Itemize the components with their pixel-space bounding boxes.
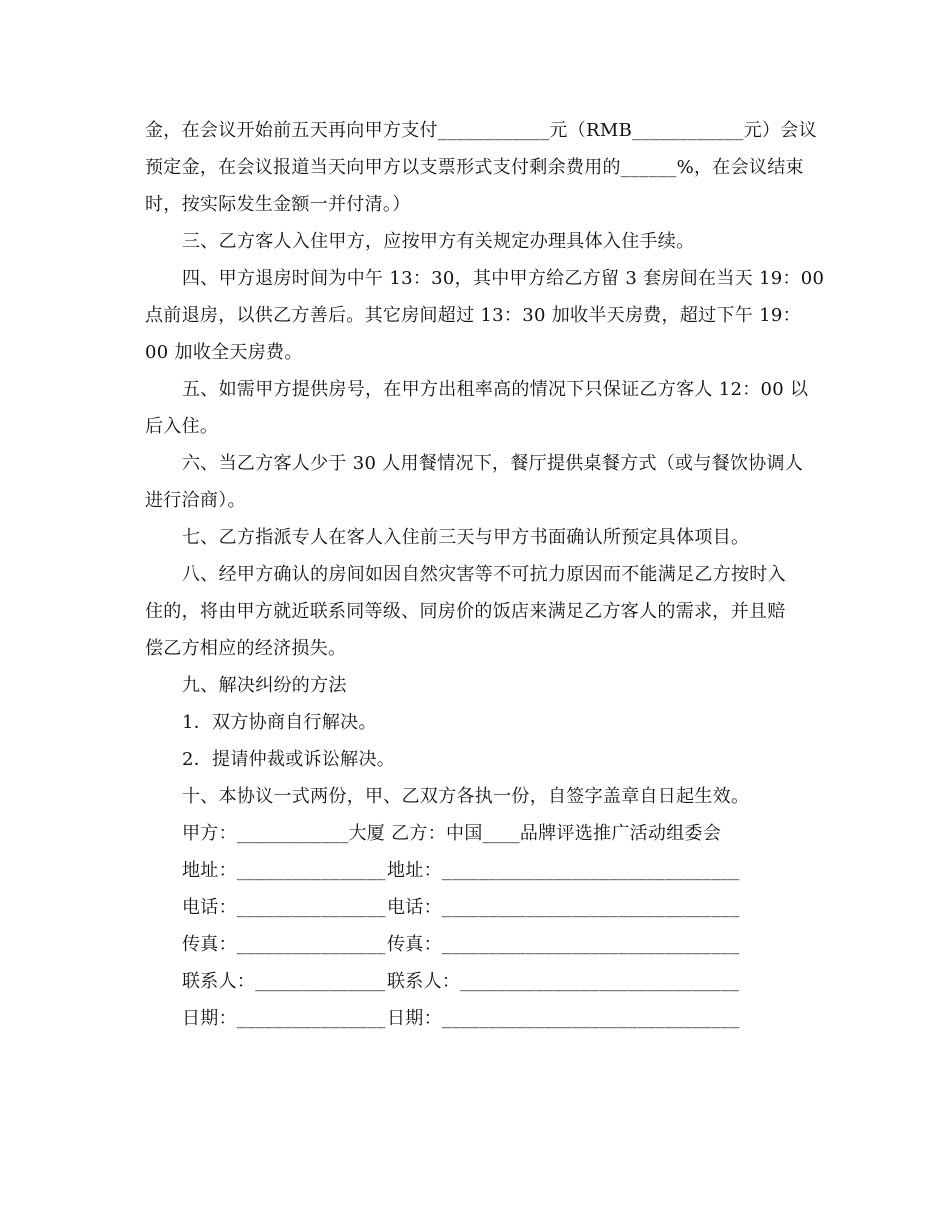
text-line: 七、乙方指派专人在客人入住前三天与甲方书面确认所预定具体项目。 — [182, 527, 750, 548]
text-line: 三、乙方客人入住甲方，应按甲方有关规定办理具体入住手续。 — [182, 231, 695, 252]
paragraph-clause-8 — [145, 556, 815, 667]
text-line-content: 金，在会议开始前五天再向甲方支付____________元（RMB____________元）会议 — [145, 120, 817, 141]
signature-row-fax — [145, 926, 815, 963]
paragraph-clause-4 — [145, 260, 825, 371]
paragraph-clause-10 — [145, 778, 815, 815]
party-b-date-field: 日期：________________________________ — [387, 1008, 740, 1029]
text-line: 六、当乙方客人少于 30 人用餐情况下，餐厅提供桌餐方式（或与餐饮协调人 — [182, 453, 804, 474]
paragraph-payment-continued — [145, 112, 815, 223]
signature-row-phone — [145, 889, 815, 926]
text-line: 四、甲方退房时间为中午 13：30，其中甲方给乙方留 3 套房间在当天 19：00 — [182, 268, 825, 289]
party-a-address-field: 地址：________________ — [182, 860, 386, 881]
paragraph-clause-9 — [145, 667, 815, 704]
text-line — [145, 149, 815, 186]
text-line: 后入住。 — [145, 416, 219, 437]
text-line: 十、本协议一式两份，甲、乙双方各执一份，自签字盖章自日起生效。 — [182, 786, 750, 807]
text-line: 1．双方协商自行解决。 — [182, 712, 377, 733]
paragraph-clause-7 — [145, 519, 815, 556]
paragraph-clause-5 — [145, 371, 815, 445]
party-a-contact-field: 联系人：______________ — [182, 971, 386, 992]
paragraph-clause-6 — [145, 445, 815, 519]
text-line: 住的，将由甲方就近联系同等级、同房价的饭店来满足乙方客人的需求，并且赔 — [145, 601, 786, 622]
text-line: 点前退房，以供乙方善后。其它房间超过 13：30 加收半天房费，超过下午 19： — [145, 305, 801, 326]
party-b-fax-field: 传真：________________________________ — [387, 934, 740, 955]
text-line: 九、解决纠纷的方法 — [182, 675, 347, 696]
signature-row-address — [145, 852, 815, 889]
paragraph-method-1 — [145, 704, 815, 741]
text-line: 八、经甲方确认的房间如因自然灾害等不可抗力原因而不能满足乙方按时入 — [182, 564, 786, 585]
text-line: 2．提请仲裁或诉讼解决。 — [182, 749, 396, 770]
signature-parties: 甲方：____________大厦 乙方：中国____品牌评选推广活动组委会 — [182, 823, 722, 844]
party-a-date-field: 日期：________________ — [182, 1008, 386, 1029]
text-line: 五、如需甲方提供房号，在甲方出租率高的情况下只保证乙方客人 12：00 以 — [182, 379, 809, 400]
party-b-contact-field: 联系人：______________________________ — [387, 971, 740, 992]
signature-row-contact — [145, 963, 815, 1000]
party-a-phone-field: 电话：________________ — [182, 897, 386, 918]
text-line: 00 加收全天房费。 — [145, 342, 303, 363]
paragraph-method-2 — [145, 741, 815, 778]
paragraph-clause-3 — [145, 223, 815, 260]
text-line-content: 预定金，在会议报道当天向甲方以支票形式支付剩余费用的______%，在会议结束 — [145, 157, 804, 178]
document-body — [145, 112, 825, 1037]
party-b-address-field: 地址：________________________________ — [387, 860, 740, 881]
party-b-phone-field: 电话：________________________________ — [387, 897, 740, 918]
text-line: 时，按实际发生金额一并付清。） — [145, 194, 411, 215]
party-a-fax-field: 传真：________________ — [182, 934, 386, 955]
text-line: 进行洽商）。 — [145, 490, 246, 511]
text-line: 偿乙方相应的经济损失。 — [145, 638, 347, 659]
signature-row-date — [145, 1000, 815, 1037]
text-line — [145, 112, 815, 149]
signature-block — [145, 815, 815, 1037]
